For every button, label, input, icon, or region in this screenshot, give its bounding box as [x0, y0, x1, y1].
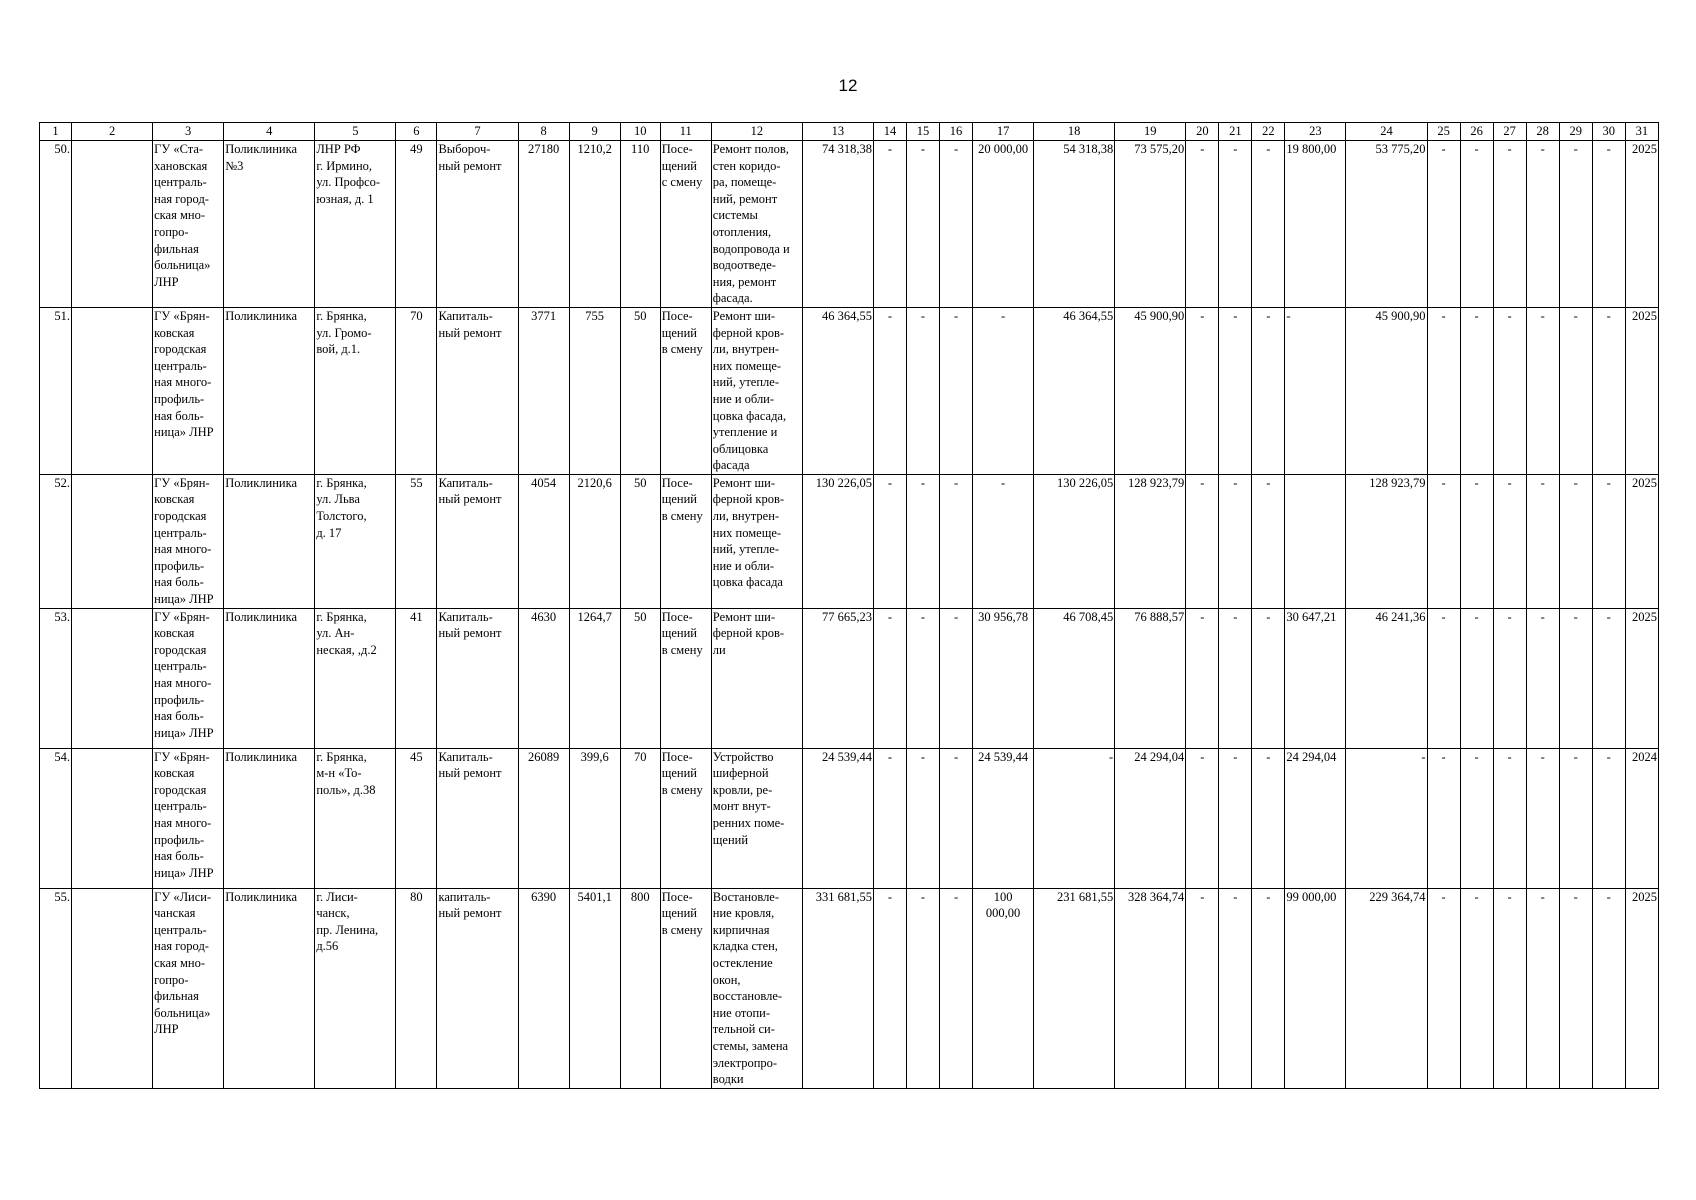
table-cell-col-29: -: [1559, 888, 1592, 1088]
table-cell-col-10: 70: [620, 748, 660, 888]
table-cell-col-16: -: [940, 474, 973, 608]
table-cell-col-16: -: [940, 307, 973, 474]
column-header: 12: [711, 123, 802, 141]
table-cell-col-24: 128 923,79: [1346, 474, 1427, 608]
column-header: 1: [40, 123, 72, 141]
table-cell-col-30: -: [1592, 748, 1625, 888]
table-cell-col-28: -: [1526, 608, 1559, 748]
table-cell-col-29: -: [1559, 608, 1592, 748]
table-cell-col-2: [72, 474, 153, 608]
table-cell-col-11: Посе- щений в смену: [660, 474, 711, 608]
table-cell-col-27: -: [1493, 141, 1526, 308]
table-cell-col-7: Капиталь- ный ремонт: [437, 748, 518, 888]
table-cell-col-14: -: [873, 474, 906, 608]
table-cell-col-7: Капиталь- ный ремонт: [437, 307, 518, 474]
table-cell-col-25: -: [1427, 608, 1460, 748]
table-cell-col-2: [72, 141, 153, 308]
table-cell-col-31: 2025: [1625, 474, 1658, 608]
table-cell-col-6: 80: [396, 888, 437, 1088]
table-cell-col-13: 46 364,55: [802, 307, 873, 474]
table-cell-col-12: Ремонт полов, стен коридо- ра, помеще- ний, ремонт системы отопления, водопровода и водоотведе- ния, ремонт фасада.: [711, 141, 802, 308]
table-cell-col-5: г. Брянка, ул. Громо- вой, д.1.: [315, 307, 396, 474]
table-cell-col-27: -: [1493, 888, 1526, 1088]
column-header: 31: [1625, 123, 1658, 141]
table-cell-col-22: -: [1252, 474, 1285, 608]
column-header: 30: [1592, 123, 1625, 141]
table-cell-col-14: -: [873, 608, 906, 748]
column-header: 6: [396, 123, 437, 141]
table-cell-col-4: Поликлиника: [224, 474, 315, 608]
table-cell-col-21: -: [1219, 307, 1252, 474]
table-cell-col-26: -: [1460, 307, 1493, 474]
table-cell-col-3: ГУ «Брян- ковская городская централь- ная много- профиль- ная боль- ница» ЛНР: [153, 608, 224, 748]
column-header: 4: [224, 123, 315, 141]
column-header: 24: [1346, 123, 1427, 141]
table-cell-col-19: 76 888,57: [1115, 608, 1186, 748]
table-cell-col-31: 2025: [1625, 608, 1658, 748]
column-header: 10: [620, 123, 660, 141]
table-cell-col-14: -: [873, 888, 906, 1088]
table-cell-col-31: 2025: [1625, 888, 1658, 1088]
table-cell-col-1: 54.: [40, 748, 72, 888]
table-cell-col-9: 1264,7: [569, 608, 620, 748]
table-cell-col-13: 331 681,55: [802, 888, 873, 1088]
table-cell-col-16: -: [940, 888, 973, 1088]
table-cell-col-12: Устройство шиферной кровли, ре- монт внут- ренних поме- щений: [711, 748, 802, 888]
table-cell-col-13: 74 318,38: [802, 141, 873, 308]
table-cell-col-3: ГУ «Ста- хановская централь- ная город- ская мно- гопро- фильная больница» ЛНР: [153, 141, 224, 308]
table-cell-col-10: 800: [620, 888, 660, 1088]
table-cell-col-5: г. Брянка, ул. Льва Толстого, д. 17: [315, 474, 396, 608]
table-cell-col-16: -: [940, 748, 973, 888]
table-cell-col-23: 24 294,04: [1285, 748, 1346, 888]
page-number: 12: [838, 76, 858, 95]
table-cell-col-1: 55.: [40, 888, 72, 1088]
table-cell-col-20: -: [1186, 141, 1219, 308]
table-cell-col-29: -: [1559, 474, 1592, 608]
table-cell-col-25: -: [1427, 141, 1460, 308]
table-cell-col-6: 49: [396, 141, 437, 308]
table-cell-col-19: 128 923,79: [1115, 474, 1186, 608]
table-cell-col-9: 2120,6: [569, 474, 620, 608]
table-cell-col-10: 50: [620, 307, 660, 474]
table-cell-col-8: 27180: [518, 141, 569, 308]
table-cell-col-25: -: [1427, 307, 1460, 474]
table-cell-col-26: -: [1460, 474, 1493, 608]
table-cell-col-22: -: [1252, 141, 1285, 308]
column-header: 18: [1034, 123, 1115, 141]
table-cell-col-9: 5401,1: [569, 888, 620, 1088]
table-cell-col-30: -: [1592, 474, 1625, 608]
table-cell-col-4: Поликлиника: [224, 608, 315, 748]
table-cell-col-22: -: [1252, 307, 1285, 474]
table-cell-col-12: Ремонт ши- ферной кров- ли, внутрен- них помеще- ний, утепле- ние и обли- цовка фасада: [711, 474, 802, 608]
table-cell-col-7: Капиталь- ный ремонт: [437, 474, 518, 608]
table-cell-col-20: -: [1186, 307, 1219, 474]
column-header: 7: [437, 123, 518, 141]
table-cell-col-8: 4630: [518, 608, 569, 748]
table-cell-col-15: -: [907, 307, 940, 474]
table-cell-col-15: -: [907, 141, 940, 308]
table-cell-col-22: -: [1252, 608, 1285, 748]
table-cell-col-10: 110: [620, 141, 660, 308]
column-header: 3: [153, 123, 224, 141]
table-cell-col-14: -: [873, 748, 906, 888]
table-cell-col-18: 231 681,55: [1034, 888, 1115, 1088]
table-cell-col-30: -: [1592, 141, 1625, 308]
table-cell-col-31: 2024: [1625, 748, 1658, 888]
table-cell-col-2: [72, 748, 153, 888]
table-cell-col-4: Поликлиника: [224, 748, 315, 888]
table-cell-col-5: г. Брянка, м-н «То- поль», д.38: [315, 748, 396, 888]
table-cell-col-3: ГУ «Лиси- чанская централь- ная город- ская мно- гопро- фильная больница» ЛНР: [153, 888, 224, 1088]
table-cell-col-18: 54 318,38: [1034, 141, 1115, 308]
table-cell-col-10: 50: [620, 608, 660, 748]
table-cell-col-10: 50: [620, 474, 660, 608]
table-cell-col-29: -: [1559, 141, 1592, 308]
table-cell-col-20: -: [1186, 474, 1219, 608]
table-cell-col-28: -: [1526, 748, 1559, 888]
table-cell-col-31: 2025: [1625, 141, 1658, 308]
table-cell-col-17: -: [973, 307, 1034, 474]
table-cell-col-24: 53 775,20: [1346, 141, 1427, 308]
table-cell-col-15: -: [907, 474, 940, 608]
table-cell-col-28: -: [1526, 888, 1559, 1088]
table-cell-col-3: ГУ «Брян- ковская городская централь- ная много- профиль- ная боль- ница» ЛНР: [153, 748, 224, 888]
table-cell-col-12: Ремонт ши- ферной кров- ли, внутрен- них помеще- ний, утепле- ние и обли- цовка фасада, утепление и облицовка фасада: [711, 307, 802, 474]
table-cell-col-28: -: [1526, 474, 1559, 608]
column-header: 9: [569, 123, 620, 141]
table-cell-col-5: г. Брянка, ул. Ан- неская, ,д.2: [315, 608, 396, 748]
column-header: 28: [1526, 123, 1559, 141]
table-cell-col-28: -: [1526, 141, 1559, 308]
table-cell-col-3: ГУ «Брян- ковская городская централь- ная много- профиль- ная боль- ница» ЛНР: [153, 474, 224, 608]
table-cell-col-19: 45 900,90: [1115, 307, 1186, 474]
table-cell-col-27: -: [1493, 748, 1526, 888]
table-cell-col-23: [1285, 474, 1346, 608]
table-cell-col-13: 130 226,05: [802, 474, 873, 608]
table-cell-col-25: -: [1427, 748, 1460, 888]
column-header: 17: [973, 123, 1034, 141]
table-cell-col-19: 73 575,20: [1115, 141, 1186, 308]
table-cell-col-1: 52.: [40, 474, 72, 608]
table-cell-col-2: [72, 307, 153, 474]
table-cell-col-2: [72, 608, 153, 748]
table-cell-col-4: Поликлиника №3: [224, 141, 315, 308]
table-cell-col-5: г. Лиси- чанск, пр. Ленина, д.56: [315, 888, 396, 1088]
table-cell-col-24: -: [1346, 748, 1427, 888]
table-cell-col-15: -: [907, 888, 940, 1088]
table-cell-col-27: -: [1493, 474, 1526, 608]
table-cell-col-20: -: [1186, 748, 1219, 888]
table-cell-col-1: 53.: [40, 608, 72, 748]
table-cell-col-9: 399,6: [569, 748, 620, 888]
table-cell-col-16: -: [940, 141, 973, 308]
table-cell-col-21: -: [1219, 141, 1252, 308]
table-cell-col-1: 50.: [40, 141, 72, 308]
table-cell-col-26: -: [1460, 888, 1493, 1088]
table-cell-col-17: 30 956,78: [973, 608, 1034, 748]
table-row: [40, 888, 1659, 1088]
table-cell-col-26: -: [1460, 748, 1493, 888]
table-cell-col-11: Посе- щений с смену: [660, 141, 711, 308]
table-cell-col-17: -: [973, 474, 1034, 608]
column-header: 20: [1186, 123, 1219, 141]
table-cell-col-9: 1210,2: [569, 141, 620, 308]
table-cell-col-4: Поликлиника: [224, 888, 315, 1088]
table-cell-col-26: -: [1460, 141, 1493, 308]
table-row: [40, 748, 1659, 888]
table-cell-col-2: [72, 888, 153, 1088]
table-cell-col-7: Выбороч- ный ремонт: [437, 141, 518, 308]
table-cell-col-14: -: [873, 307, 906, 474]
table-cell-col-13: 77 665,23: [802, 608, 873, 748]
table-cell-col-8: 4054: [518, 474, 569, 608]
table-cell-col-18: -: [1034, 748, 1115, 888]
table-cell-col-7: капиталь- ный ремонт: [437, 888, 518, 1088]
table-cell-col-21: -: [1219, 608, 1252, 748]
table-cell-col-18: 46 364,55: [1034, 307, 1115, 474]
table-cell-col-17: 24 539,44: [973, 748, 1034, 888]
table-cell-col-16: -: [940, 608, 973, 748]
table-cell-col-21: -: [1219, 888, 1252, 1088]
table-cell-col-8: 3771: [518, 307, 569, 474]
table-cell-col-18: 130 226,05: [1034, 474, 1115, 608]
table-cell-col-6: 41: [396, 608, 437, 748]
table-cell-col-28: -: [1526, 307, 1559, 474]
table-cell-col-22: -: [1252, 888, 1285, 1088]
table-cell-col-23: 30 647,21: [1285, 608, 1346, 748]
table-cell-col-23: 19 800,00: [1285, 141, 1346, 308]
table-cell-col-11: Посе- щений в смену: [660, 608, 711, 748]
table-row: [40, 141, 1659, 308]
table-cell-col-6: 70: [396, 307, 437, 474]
table-cell-col-17: 100 000,00: [973, 888, 1034, 1088]
column-header: 11: [660, 123, 711, 141]
table-cell-col-18: 46 708,45: [1034, 608, 1115, 748]
table-cell-col-13: 24 539,44: [802, 748, 873, 888]
capital-repair-table: [39, 122, 1659, 1089]
table-cell-col-11: Посе- щений в смену: [660, 307, 711, 474]
column-header: 29: [1559, 123, 1592, 141]
table-cell-col-25: -: [1427, 474, 1460, 608]
table-cell-col-11: Посе- щений в смену: [660, 748, 711, 888]
table-cell-col-24: 229 364,74: [1346, 888, 1427, 1088]
column-header: 21: [1219, 123, 1252, 141]
column-header: 2: [72, 123, 153, 141]
table-cell-col-27: -: [1493, 608, 1526, 748]
column-header: 19: [1115, 123, 1186, 141]
column-header: 23: [1285, 123, 1346, 141]
table-cell-col-29: -: [1559, 307, 1592, 474]
table-cell-col-7: Капиталь- ный ремонт: [437, 608, 518, 748]
table-cell-col-26: -: [1460, 608, 1493, 748]
column-header: 13: [802, 123, 873, 141]
table-cell-col-21: -: [1219, 474, 1252, 608]
table-cell-col-23: 99 000,00: [1285, 888, 1346, 1088]
table-cell-col-29: -: [1559, 748, 1592, 888]
column-header: 5: [315, 123, 396, 141]
table-cell-col-24: 45 900,90: [1346, 307, 1427, 474]
table-cell-col-20: -: [1186, 888, 1219, 1088]
table-cell-col-3: ГУ «Брян- ковская городская централь- ная много- профиль- ная боль- ница» ЛНР: [153, 307, 224, 474]
table-cell-col-30: -: [1592, 608, 1625, 748]
table-cell-col-23: -: [1285, 307, 1346, 474]
table-row: [40, 474, 1659, 608]
table-cell-col-5: ЛНР РФ г. Ирмино, ул. Профсо- юзная, д. 1: [315, 141, 396, 308]
column-header: 25: [1427, 123, 1460, 141]
column-header: 22: [1252, 123, 1285, 141]
table-cell-col-6: 55: [396, 474, 437, 608]
table-cell-col-27: -: [1493, 307, 1526, 474]
table-cell-col-15: -: [907, 608, 940, 748]
table-cell-col-17: 20 000,00: [973, 141, 1034, 308]
table-cell-col-12: Востановле- ние кровля, кирпичная кладка стен, остекление окон, восстановле- ние отопи- тельной си- стемы, замена электропро- водки: [711, 888, 802, 1088]
table-cell-col-14: -: [873, 141, 906, 308]
column-header: 27: [1493, 123, 1526, 141]
column-header: 8: [518, 123, 569, 141]
column-number-row: [40, 123, 1659, 141]
table-row: [40, 608, 1659, 748]
table-cell-col-6: 45: [396, 748, 437, 888]
table-cell-col-31: 2025: [1625, 307, 1658, 474]
column-header: 14: [873, 123, 906, 141]
table-cell-col-20: -: [1186, 608, 1219, 748]
table-cell-col-9: 755: [569, 307, 620, 474]
table-cell-col-8: 6390: [518, 888, 569, 1088]
table-row: [40, 307, 1659, 474]
table-cell-col-25: -: [1427, 888, 1460, 1088]
table-cell-col-12: Ремонт ши- ферной кров- ли: [711, 608, 802, 748]
table-cell-col-30: -: [1592, 888, 1625, 1088]
table-cell-col-4: Поликлиника: [224, 307, 315, 474]
table-cell-col-21: -: [1219, 748, 1252, 888]
table-cell-col-11: Посе- щений в смену: [660, 888, 711, 1088]
table-cell-col-1: 51.: [40, 307, 72, 474]
table-cell-col-19: 328 364,74: [1115, 888, 1186, 1088]
table-cell-col-24: 46 241,36: [1346, 608, 1427, 748]
column-header: 26: [1460, 123, 1493, 141]
table-cell-col-8: 26089: [518, 748, 569, 888]
column-header: 16: [940, 123, 973, 141]
table-cell-col-19: 24 294,04: [1115, 748, 1186, 888]
table-cell-col-30: -: [1592, 307, 1625, 474]
column-header: 15: [907, 123, 940, 141]
table-cell-col-22: -: [1252, 748, 1285, 888]
table-cell-col-15: -: [907, 748, 940, 888]
